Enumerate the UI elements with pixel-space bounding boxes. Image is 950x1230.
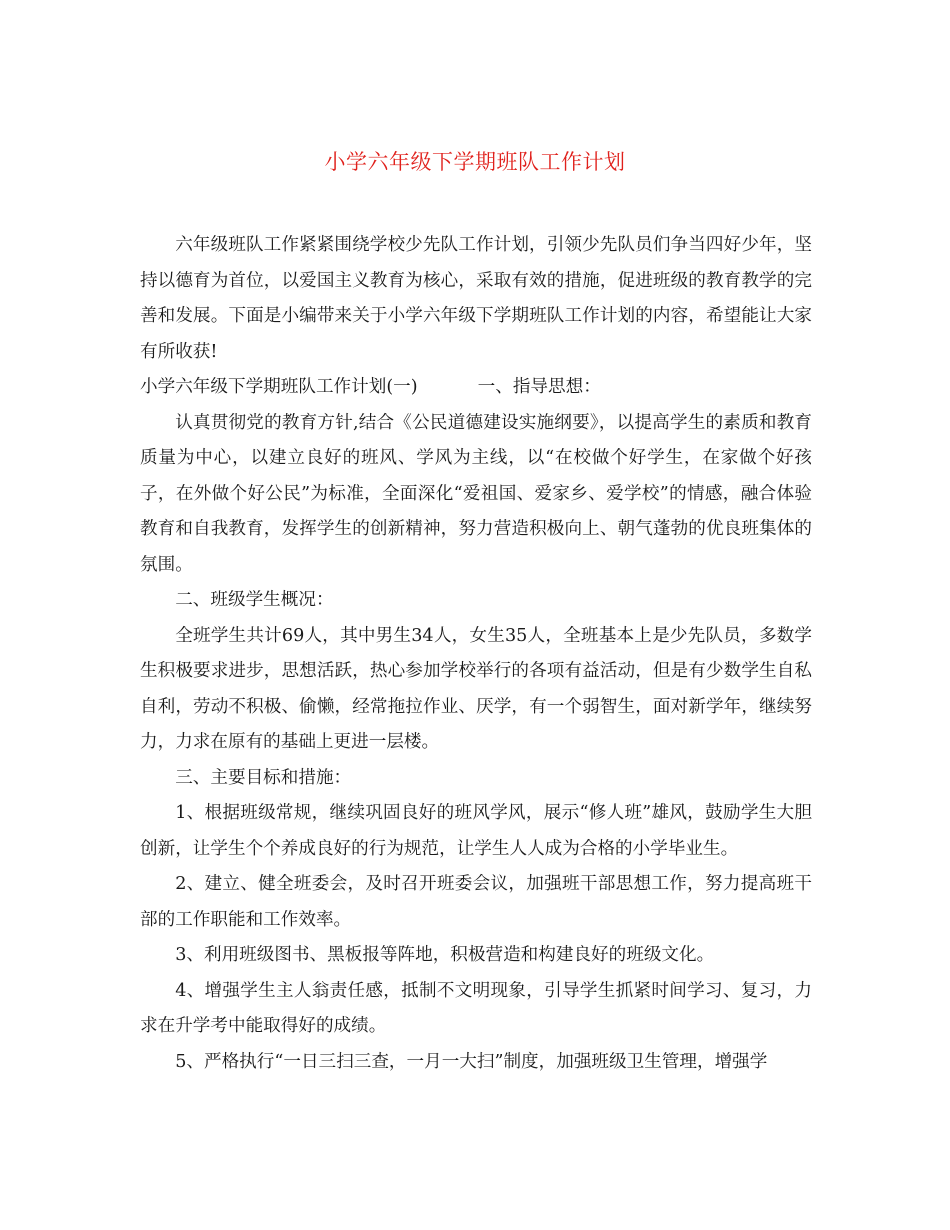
goal-item: 4、增强学生主人翁责任感，抵制不文明现象，引导学生抓紧时间学习、复习，力求在升学考中能取得好的成绩。	[140, 980, 812, 1036]
goal-item: 5、严格执行“一日三扫三查，一月一大扫”制度，加强班级卫生管理，增强学	[175, 1051, 768, 1072]
document-body	[140, 228, 812, 1080]
part-title: 小学六年级下学期班队工作计划(一)	[140, 377, 418, 397]
section-heading	[140, 370, 812, 406]
goal-item: 2、建立、健全班委会，及时召开班委会议，加强班干部思想工作，努力提高班干部的工作职能和工作效率。	[140, 874, 812, 930]
goals-heading: 三、主要目标和措施：	[175, 767, 352, 788]
goal-item: 3、利用班级图书、黑板报等阵地，积极营造和构建良好的班级文化。	[175, 945, 715, 965]
intro-paragraph: 六年级班队工作紧紧围绕学校少先队工作计划，引领少先队员们争当四好少年，坚持以德育为首位，以爱国主义教育为核心，采取有效的措施，促进班级的教育教学的完善和发展。下面是小编带来关于小学六年级下学期班队工作计划的内容，希望能让大家有所收获!	[140, 235, 812, 362]
first-point-heading: 一、指导思想：	[477, 377, 601, 397]
class-overview-heading: 二、班级学生概况：	[175, 590, 334, 610]
document-title: 小学六年级下学期班队工作计划	[324, 150, 626, 174]
class-overview-paragraph: 全班学生共计69人，其中男生34人，女生35人，全班基本上是少先队员，多数学生积极要求进步，思想活跃，热心参加学校举行的各项有益活动，但是有少数学生自私自利，劳动不积极、偷懒，经常拖拉作业、厌学，有一个弱智生，面对新学年，继续努力，力求在原有的基础上更进一层楼。	[140, 625, 812, 752]
goal-item: 1、根据班级常规，继续巩固良好的班风学风，展示“修人班”雄风，鼓励学生大胆创新，让学生个个养成良好的行为规范，让学生人人成为合格的小学毕业生。	[140, 803, 812, 859]
guiding-thought-paragraph: 认真贯彻党的教育方针,结合《公民道德建设实施纲要》，以提高学生的素质和教育质量为中心，以建立良好的班风、学风为主线，以“在校做个好学生，在家做个好孩子，在外做个好公民”为标准，全面深化“爱祖国、爱家乡、爱学校”的情感，融合体验教育和自我教育，发挥学生的创新精神，努力营造积极向上、朝气蓬勃的优良班集体的氛围。	[140, 412, 812, 575]
